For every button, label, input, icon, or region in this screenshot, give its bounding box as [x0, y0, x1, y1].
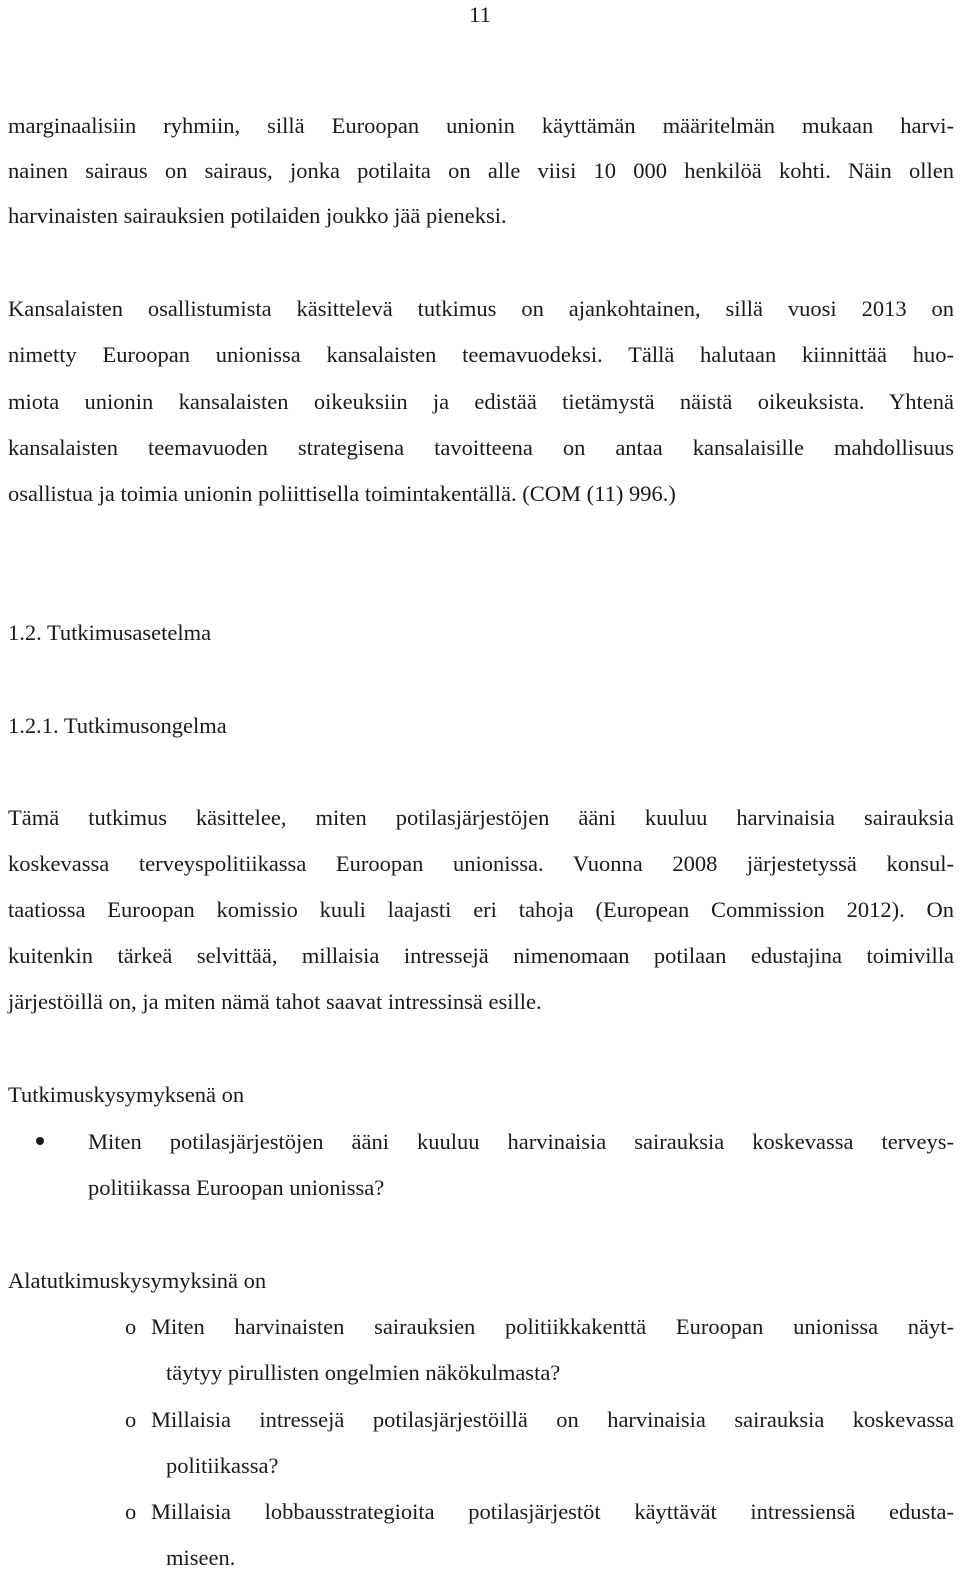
subsection-heading: 1.2.1. Tutkimusongelma	[8, 713, 227, 738]
section-heading: 1.2. Tutkimusasetelma	[8, 620, 212, 645]
sub-questions-label: Alatutkimuskysymyksinä on	[8, 1268, 267, 1293]
paragraph-problem-line-3: taatiossa Euroopan komissio kuuli laajasti eri tahoja (European Commission 2012). On	[8, 897, 954, 922]
paragraph-problem-line-2: koskevassa terveyspolitiikassa Euroopan unionissa. Vuonna 2008 järjestetyssä konsul-	[8, 851, 954, 876]
sub-question-2-line-1: Millaisia intressejä potilasjärjestöillä on harvinaisia sairauksia koskevassa	[151, 1407, 954, 1432]
sub-question-1-line-1: Miten harvinaisten sairauksien politiikkakenttä Euroopan unionissa näyt-	[151, 1314, 954, 1339]
sub-question-2-line-2: politiikassa?	[166, 1453, 279, 1478]
research-question-line-1: Miten potilasjärjestöjen ääni kuuluu harvinaisia sairauksia koskevassa terveys-	[88, 1129, 954, 1154]
list-marker-icon: o	[125, 1407, 137, 1432]
paragraph-problem-line-4: kuitenkin tärkeä selvittää, millaisia intressejä nimenomaan potilaan edustajina toimivilla	[8, 943, 954, 968]
paragraph-citizens-line-3: miota unionin kansalaisten oikeuksiin ja edistää tietämystä näistä oikeuksista. Yhtenä	[8, 389, 954, 414]
paragraph-intro-line-2: nainen sairaus on sairaus, jonka potilaita on alle viisi 10 000 henkilöä kohti. Näin ollen	[8, 158, 954, 183]
sub-question-3-line-2: miseen.	[166, 1545, 236, 1570]
research-question-line-2: politiikassa Euroopan unionissa?	[88, 1175, 385, 1200]
paragraph-citizens-line-1: Kansalaisten osallistumista käsittelevä tutkimus on ajankohtainen, sillä vuosi 2013 on	[8, 296, 954, 321]
paragraph-intro-line-3: harvinaisten sairauksien potilaiden joukko jää pieneksi.	[8, 203, 507, 228]
sub-question-1-line-2: täytyy pirullisten ongelmien näkökulmasta?	[166, 1360, 561, 1385]
list-marker-icon: o	[125, 1314, 137, 1339]
research-question-label: Tutkimuskysymyksenä on	[8, 1082, 245, 1107]
paragraph-citizens-line-5: osallistua ja toimia unionin poliittisella toimintakentällä. (COM (11) 996.)	[8, 481, 676, 506]
sub-question-3-line-1: Millaisia lobbausstrategioita potilasjärjestöt käyttävät intressiensä edusta-	[151, 1499, 954, 1524]
paragraph-citizens-line-4: kansalaisten teemavuoden strategisena tavoitteena on antaa kansalaisille mahdollisuus	[8, 435, 954, 460]
list-marker-icon: o	[125, 1499, 137, 1524]
paragraph-intro-line-1: marginaalisiin ryhmiin, sillä Euroopan unionin käyttämän määritelmän mukaan harvi-	[8, 113, 954, 138]
page-number: 11	[469, 2, 491, 27]
paragraph-citizens-line-2: nimetty Euroopan unionissa kansalaisten teemavuodeksi. Tällä halutaan kiinnittää huo-	[8, 342, 954, 367]
paragraph-problem-line-5: järjestöillä on, ja miten nämä tahot saavat intressinsä esille.	[8, 989, 542, 1014]
paragraph-problem-line-1: Tämä tutkimus käsittelee, miten potilasjärjestöjen ääni kuuluu harvinaisia sairauksia	[8, 805, 954, 830]
bullet-icon	[36, 1137, 44, 1145]
